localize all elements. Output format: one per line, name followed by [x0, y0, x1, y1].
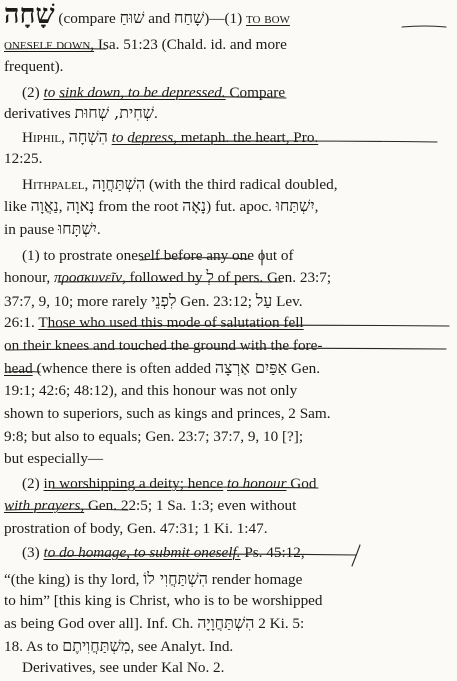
text-run: of pers. Gen. 23:7; — [213, 269, 332, 286]
small-caps-term: to bow — [246, 10, 290, 27]
text-run: (1) to prostrate oneself before any one out of — [22, 247, 294, 264]
text-run: 12:25. — [4, 150, 43, 167]
text-run: , followed by — [121, 269, 207, 286]
entry-line — [0, 2, 457, 28]
text-run: Gen. — [287, 360, 321, 377]
italic-gloss: with prayers, — [4, 497, 85, 514]
text-run: Isa. 51:23 (Chald. id. and more — [94, 36, 287, 53]
hebrew-word: לְ — [206, 267, 214, 286]
text-run: but especially— — [4, 450, 104, 467]
text-run: derivatives — [4, 105, 75, 122]
hebrew-word: הִשְׁתַּחֲוָה — [92, 174, 146, 193]
text-run: , — [58, 198, 67, 215]
text-run: ) fut. apoc. — [206, 198, 276, 215]
text-run: (whence there is often added — [32, 360, 215, 377]
italic-gloss: to sink down, to be depressed. — [43, 84, 226, 101]
hebrew-word: לִפְנֵי — [151, 291, 177, 310]
italic-gloss: to depress, — [111, 129, 177, 146]
entry-line — [0, 516, 457, 542]
text-run: render homage — [207, 571, 303, 588]
entry-line — [0, 540, 457, 566]
entry-line — [0, 655, 457, 681]
text-run: )—(1) — [204, 10, 247, 27]
text-run: Compare — [225, 84, 286, 101]
text-run: , — [314, 198, 319, 215]
text-run: honour, — [4, 269, 55, 286]
text-run: Gen. 23:12; — [176, 293, 256, 310]
text-run: 26:1. — [4, 314, 39, 331]
text-run: Ps. 45:12, — [240, 544, 305, 561]
small-caps-term: oneself down, — [4, 36, 95, 53]
text-run: prostration of body, Gen. 47:31; 1 Ki. 1:47. — [4, 520, 268, 537]
text-run: God — [286, 475, 317, 492]
hebrew-word: שָׁחַח — [173, 8, 205, 27]
hebrew-word: מִשְׁתַּחֲוִיתֶם — [62, 636, 131, 655]
text-run: (3) — [22, 544, 44, 561]
hebrew-word: הִשְׁתַּחֲוָיָה — [197, 613, 255, 632]
text-run: 18. As to — [4, 638, 63, 655]
text-run: Gen. 22:5; 1 Sa. 1:3; even without — [84, 497, 297, 514]
text-run: and — [144, 10, 174, 27]
text-run: in pause — [4, 221, 58, 238]
small-caps-term: Hiphil, — [22, 129, 65, 146]
hebrew-word: נָאָה — [182, 196, 207, 215]
text-run: 37:7, 9, 10; more rarely — [4, 293, 152, 310]
text-run: Those who used this mode of salutation fell — [38, 314, 304, 331]
entry-line — [0, 446, 457, 472]
text-run: frequent). — [4, 58, 64, 75]
hebrew-word: שָׁחָה — [4, 2, 55, 28]
hebrew-word: שׁוּחַ — [119, 8, 145, 27]
text-run: in worshipping a deity; hence — [43, 475, 224, 492]
entry-line — [0, 54, 457, 80]
greek-word: προσκυνεῖν — [54, 269, 122, 286]
entry-line — [0, 146, 457, 172]
text-run: to him” [this king is Christ, who is to be worshipped — [4, 592, 323, 609]
text-run: “(the king) is thy lord, — [4, 571, 144, 588]
hebrew-word: נָאוָה — [66, 196, 95, 215]
text-run: on their knees and touched the ground with the fore- — [4, 337, 323, 354]
text-run: , see Analyt. Ind. — [130, 638, 234, 655]
text-run: as being God over all]. Inf. Ch. — [4, 615, 198, 632]
text-run: . — [96, 221, 101, 238]
text-run: from the root — [94, 198, 183, 215]
hebrew-word: יִשְׁתָּחוּ — [58, 219, 97, 238]
text-run: (2) — [22, 475, 44, 492]
text-run: 9:8; but also to equals; Gen. 23:7; 37:7, 9, 10 [?]; — [4, 428, 304, 445]
text-run: metaph. the heart, Pro. — [176, 129, 319, 146]
entry-line — [0, 216, 457, 242]
small-caps-term: Hithpalel, — [22, 176, 89, 193]
text-run: (2) — [22, 84, 44, 101]
entry-line — [0, 100, 457, 126]
text-run: shown to superiors, such as kings and princes, 2 Sam. — [4, 405, 331, 422]
hebrew-word: נַאֲוָה — [30, 196, 59, 215]
hebrew-word: הִשְׁחָה — [68, 127, 108, 146]
hebrew-word: יִשְׁתַּחוּ — [275, 196, 315, 215]
text-run: 19:1; 42:6; 48:12), and this honour was not only — [4, 382, 298, 399]
hebrew-word: הִשְׁתַּחֲוִי לוֹ — [143, 569, 208, 588]
hebrew-word: שְׁחִית, שְׁחוּת — [74, 103, 155, 122]
italic-gloss: to do homage, to submit oneself. — [43, 544, 241, 561]
text-run: like — [4, 198, 31, 215]
text-run: (compare — [54, 10, 120, 27]
text-run: . — [154, 105, 158, 122]
text-run: Lev. — [272, 293, 303, 310]
text-run: Derivatives, see under Kal No. 2. — [22, 659, 225, 676]
text-run: (with the third radical doubled, — [145, 176, 338, 193]
text-run: head — [4, 360, 33, 377]
hebrew-word: עַל — [255, 291, 273, 310]
text-run: 2 Ki. 5: — [254, 615, 305, 632]
italic-gloss: to honour — [227, 475, 287, 492]
hebrew-word: אַפַּיִם אַרְצָה — [214, 358, 288, 377]
entry-line — [0, 264, 457, 290]
